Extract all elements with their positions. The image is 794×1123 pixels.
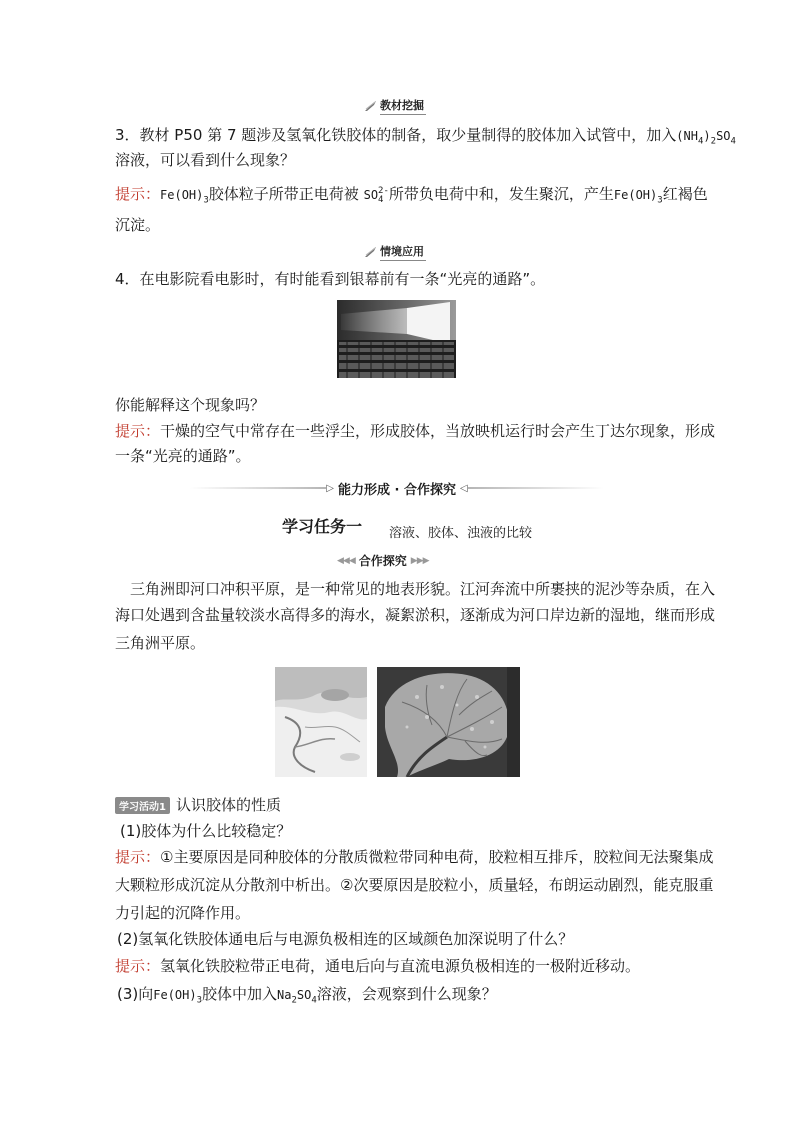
- question-3-line1: [115, 124, 736, 147]
- cinema-illustration: [337, 300, 456, 378]
- formula-part: SO: [363, 188, 379, 202]
- formula-part: Fe(OH): [160, 188, 204, 202]
- subquestion-1: (1)胶体为什么比较稳定？: [120, 822, 292, 840]
- subquestion-3-text: (3)向: [117, 985, 154, 1003]
- banner-title: 能力形成 · 合作探究: [338, 482, 456, 498]
- formula-superscript: 2-: [378, 185, 389, 196]
- hint-label: 提示：: [115, 185, 161, 203]
- triple-arrow-left-icon: ◀◀◀: [337, 555, 355, 566]
- formula-subscript: 4: [378, 194, 384, 205]
- subanswer-1-line3: 力引起的沉降作用。: [115, 904, 251, 922]
- activity-tag: 学习活动1: [115, 797, 170, 814]
- banner-rule-right: [468, 487, 604, 489]
- formula-nh4-2-so4: [676, 129, 736, 147]
- formula-subscript: 3: [196, 995, 203, 1006]
- cinema-image: [337, 300, 456, 378]
- question-4-ask: 你能解释这个现象吗？: [115, 396, 266, 414]
- subanswer-2-text: 氢氧化铁胶粒带正电荷，通电后向与直流电源负极相连的一极附近移动。: [160, 957, 641, 975]
- answer-4-line1: [115, 420, 715, 442]
- question-4-text: 4．在电影院看电影时，有时能看到银幕前有一条“光亮的通路”。: [115, 270, 546, 288]
- coop-title: 合作探究: [358, 554, 407, 568]
- delta-satellite-left: [275, 667, 367, 777]
- subquestion-3-text: 胶体中加入: [202, 985, 278, 1003]
- section-tag-situation: [364, 243, 426, 261]
- answer-3-text: 红褐色: [662, 185, 708, 203]
- answer-4-line2: 一条“光亮的通路”。: [115, 447, 251, 465]
- formula-fe-oh-3: [613, 188, 663, 206]
- answer-3-text: 胶体粒子所带正电荷被: [208, 185, 359, 203]
- subquestion-3-text: 溶液，会观察到什么现象？: [316, 985, 497, 1003]
- subanswer-1-line1: [115, 846, 713, 868]
- section-tag-textbook: [364, 97, 426, 115]
- formula-part: ): [703, 129, 711, 143]
- arrow-right-icon: ▷: [326, 482, 334, 494]
- formula-part: SO: [716, 129, 731, 143]
- formula-part: (NH: [676, 129, 698, 143]
- formula-subscript: 3: [203, 195, 209, 206]
- formula-part: Fe(OH): [153, 988, 197, 1002]
- delta-line3: 三角洲平原。: [115, 634, 206, 652]
- triple-arrow-right-icon: ▶▶▶: [410, 555, 429, 566]
- hint-label: 提示：: [115, 848, 161, 866]
- pen-swoosh-icon: [364, 246, 378, 258]
- delta-image-right: [377, 667, 520, 777]
- task-title: 学习任务一: [282, 517, 363, 536]
- formula-part: Fe(OH): [613, 188, 658, 202]
- pen-swoosh-icon: [364, 100, 378, 112]
- activity-heading: [115, 794, 281, 816]
- delta-line1: 三角洲即河口冲积平原，是一种常见的地表形貌。江河奔流中所裹挟的泥沙等杂质，在入: [130, 580, 716, 598]
- subanswer-1-text: ①主要原因是同种胶体的分散质微粒带同种电荷，胶粒相互排斥，胶粒间无法聚集成: [160, 848, 714, 866]
- formula-subscript: 3: [657, 195, 663, 206]
- subanswer-1-line2: 大颗粒形成沉淀从分散剂中析出。②次要原因是胶粒小，质量轻，布朗运动剧烈，能克服重: [115, 876, 714, 894]
- activity-title: 认识胶体的性质: [175, 796, 281, 814]
- delta-image-left: [275, 667, 367, 777]
- arrow-left-icon: ◁: [460, 482, 468, 494]
- task-subtitle: 溶液、胶体、浊液的比较: [389, 526, 533, 541]
- formula-subscript: 2: [291, 995, 297, 1006]
- formula-subscript: 4: [730, 136, 736, 147]
- coop-heading: [337, 552, 429, 569]
- answer-3-line2: 沉淀。: [115, 216, 161, 234]
- formula-subscript: 4: [311, 995, 317, 1006]
- section-tag-label: 情境应用: [380, 243, 426, 261]
- answer-3-line1: [115, 183, 708, 206]
- question-3-line2: 溶液，可以看到什么现象？: [115, 151, 296, 169]
- delta-line2: 海口处遇到含盐量较淡水高得多的海水，凝絮淤积，逐渐成为河口岸边新的湿地，继而形成: [115, 606, 716, 624]
- formula-subscript: 4: [697, 136, 704, 147]
- answer-4-text: 干燥的空气中常存在一些浮尘，形成胶体，当放映机运行时会产生丁达尔现象，形成: [160, 422, 716, 440]
- section-tag-label: 教材挖掘: [380, 97, 426, 115]
- formula-fe-oh-3: [153, 988, 203, 1006]
- formula-subscript: 2: [710, 136, 717, 147]
- formula-na2so4: [277, 988, 317, 1006]
- formula-so4-2minus: [363, 185, 389, 205]
- delta-satellite-right: [377, 667, 520, 777]
- subquestion-2: (2)氢氧化铁胶体通电后与电源负极相连的区域颜色加深说明了什么？: [117, 930, 574, 948]
- answer-3-text: 所带负电荷中和，发生聚沉，产生: [388, 185, 614, 203]
- formula-part: Na: [277, 988, 292, 1002]
- formula-part: SO: [296, 988, 312, 1002]
- hint-label: 提示：: [115, 422, 161, 440]
- section-banner: [190, 478, 604, 498]
- hint-label: 提示：: [115, 957, 161, 975]
- subanswer-2: [115, 955, 640, 977]
- formula-fe-oh-3: [160, 188, 209, 206]
- question-3-text: 3．教材 P50 第 7 题涉及氢氧化铁胶体的制备，取少量制得的胶体加入试管中，加入: [115, 126, 677, 144]
- banner-rule-left: [190, 487, 326, 489]
- subquestion-3: [117, 983, 497, 1006]
